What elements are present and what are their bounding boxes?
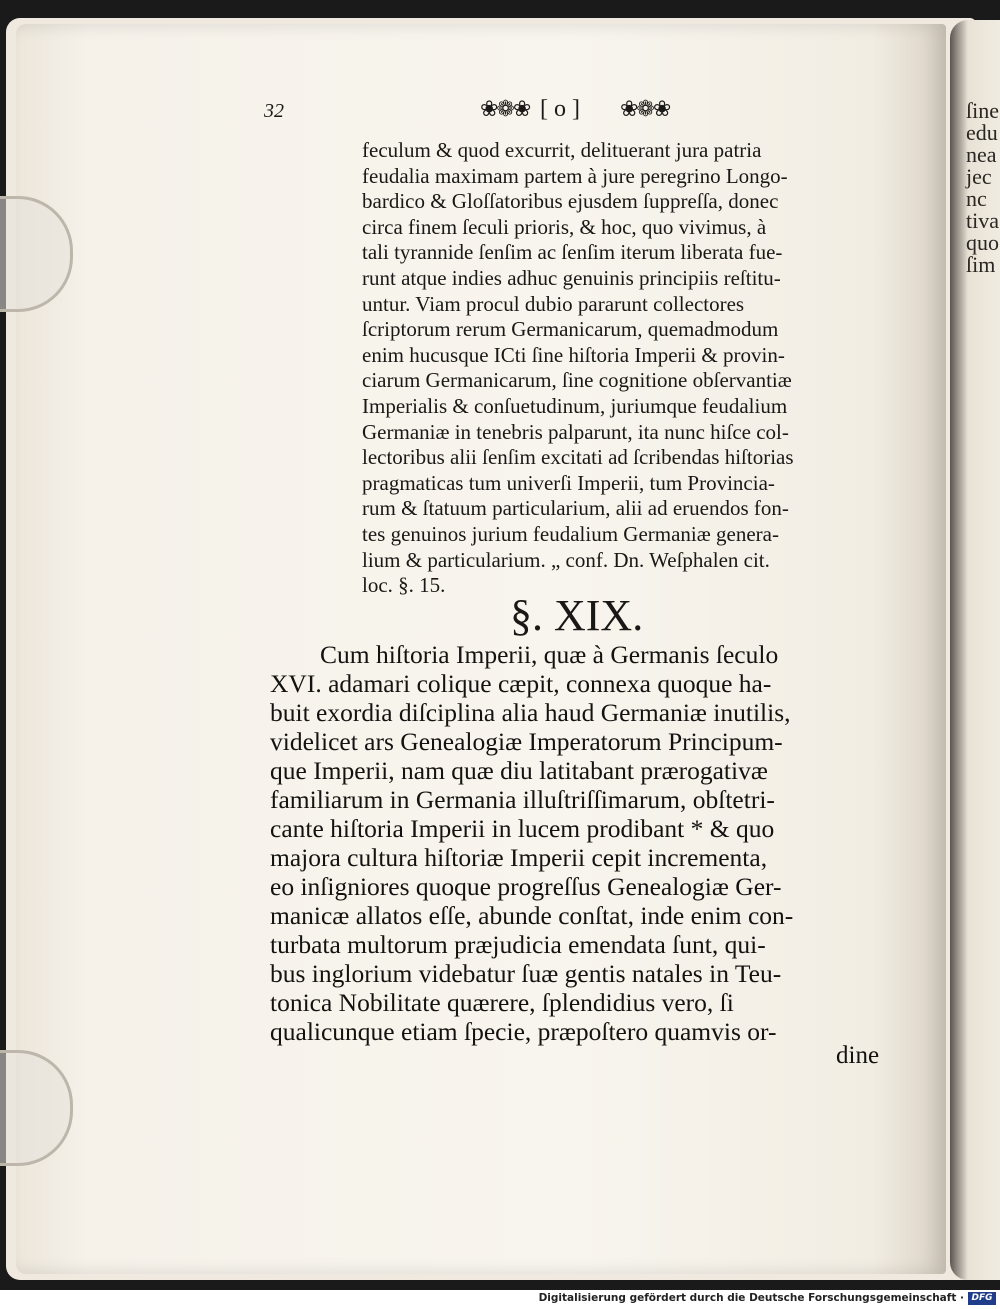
body-line: buit exordia diſciplina alia haud Germaniæ inutilis, [270, 698, 791, 727]
footnote-quote [362, 138, 882, 599]
body-line: bus inglorium videbatur ſuæ gentis natales in Teu- [270, 959, 782, 988]
quote-line: rum & ſtatuum particularium, alii ad eruendos fon- [362, 496, 789, 521]
section-heading: §. XIX. [510, 591, 644, 640]
ornament-right-icon: ❀❁❀ [620, 96, 670, 121]
quote-line: runt atque indies adhuc genuinis principiis reſtitu- [362, 265, 781, 290]
page-number: 32 [264, 100, 284, 122]
footer-credit: Digitalisierung gefördert durch die Deutsche Forschungsgemeinschaft · [538, 1292, 964, 1304]
body-paragraph [270, 640, 890, 1046]
quote-line: feculum & quod excurrit, delituerant jura patria [362, 138, 762, 162]
body-line: cante hiſtoria Imperii in lucem prodibant * & quo [270, 814, 775, 843]
quote-line: feudalia maximam partem à jure peregrino Longo- [362, 163, 788, 188]
quote-line: lectoribus alii ſenſim excitati ad ſcribendas hiſtorias [362, 445, 794, 470]
quote-line: bardico & Gloſſatoribus ejusdem ſuppreſſa, donec [362, 189, 779, 214]
body-line: qualicunque etiam ſpecie, præpoſtero quamvis or- [270, 1017, 777, 1046]
body-line: que Imperii, nam quæ diu latitabant prærogativæ [270, 756, 768, 785]
ornament-left-icon: ❀❁❀ [480, 96, 530, 121]
body-line: turbata multorum præjudicia emendata ſunt, qui- [270, 930, 766, 959]
body-line: eo inſigniores quoque progreſſus Genealogiæ Ger- [270, 872, 782, 901]
quote-line: untur. Viam procul dubio pararunt collectores [362, 291, 745, 316]
body-line: majora cultura hiſtoriæ Imperii cepit incrementa, [270, 843, 768, 872]
quote-line: Germaniæ in tenebris palparunt, ita nunc hiſce col- [362, 419, 789, 444]
running-head: [ o ] [540, 96, 580, 122]
body-line: Cum hiſtoria Imperii, quæ à Germanis ſeculo [320, 640, 779, 669]
body-line: tonica Nobilitate quærere, ſplendidius vero, ſi [270, 988, 734, 1017]
page-header [0, 90, 1000, 130]
catchword: dine [836, 1042, 880, 1069]
quote-line: ſcriptorum rerum Germanicarum, quemadmodum [362, 317, 779, 342]
quote-line: lium & particularium. „ conf. Dn. Weſphalen cit. [362, 547, 770, 572]
quote-line: Imperialis & conſuetudinum, juriumque feudalium [362, 393, 788, 418]
body-line: videlicet ars Genealogiæ Imperatorum Principum- [270, 727, 783, 756]
quote-line: pragmaticas tum univerſi Imperii, tum Provincia- [362, 470, 775, 495]
body-line: familiarum in Germania illuſtriſſimarum, obſtetri- [270, 785, 775, 814]
quote-line: enim hucusque ICti ſine hiſtoria Imperii & provin- [362, 342, 785, 367]
quote-line: loc. §. 15. [362, 573, 446, 598]
dfg-logo: DFG [968, 1292, 996, 1305]
next-page-fragment: ſine edu nea jec nc tiva quo ſim [966, 98, 999, 277]
body-line: XVI. adamari colique cæpit, connexa quoque ha- [270, 669, 772, 698]
quote-line: tes genuinos jurium feudalium Germaniæ genera- [362, 521, 779, 546]
quote-line: tali tyrannide ſenſim ac ſenſim iterum liberata fue- [362, 240, 783, 265]
quote-line: ciarum Germanicarum, ſine cognitione obſervantiæ [362, 368, 792, 393]
footer-bar [0, 1290, 1000, 1309]
quote-line: circa finem ſeculi prioris, & hoc, quo vivimus, à [362, 214, 767, 239]
body-line: manicæ allatos eſſe, abunde conſtat, inde enim con- [270, 901, 794, 930]
